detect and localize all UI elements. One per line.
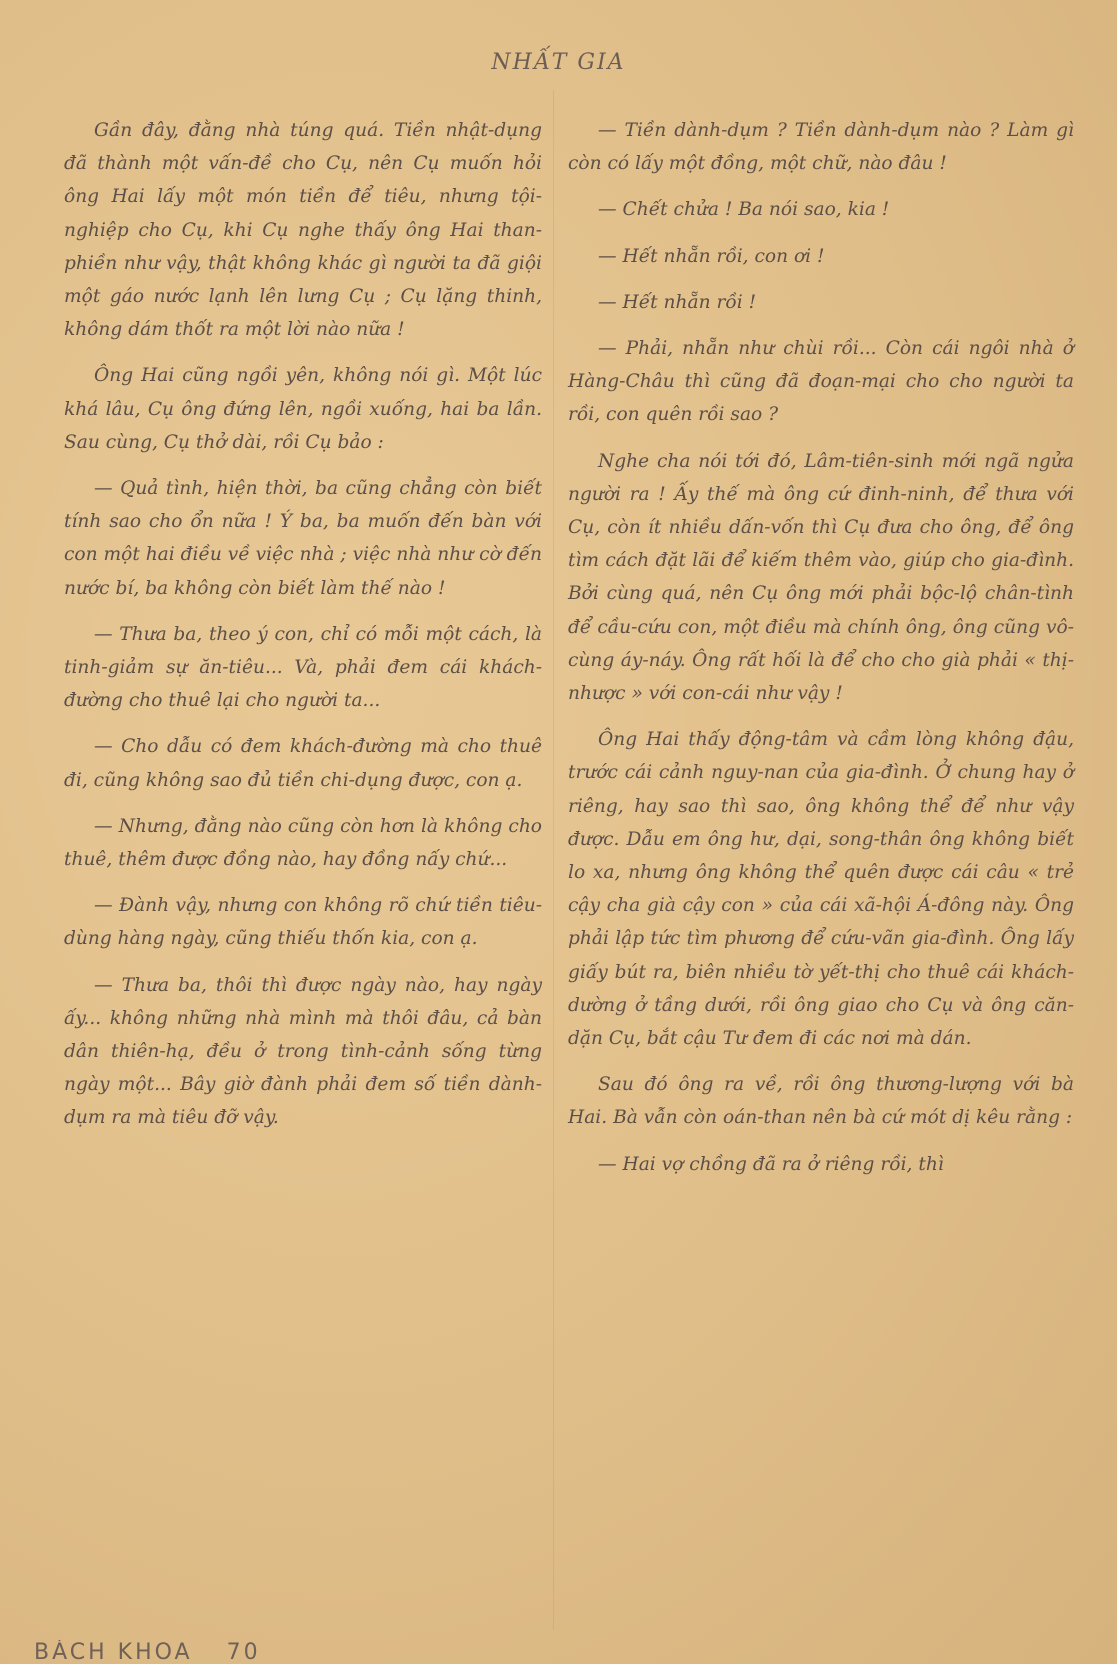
magazine-name: BÁCH KHOA xyxy=(34,1640,193,1664)
left-column xyxy=(64,114,542,1148)
right-column xyxy=(568,114,1074,1194)
dialogue-line: — Nhưng, đằng nào cũng còn hơn là không cho thuê, thêm được đồng nào, hay đồng nấy chứ... xyxy=(64,815,542,871)
dialogue-line: — Thưa ba, theo ý con, chỉ có mỗi một cách, là tinh-giảm sự ăn-tiêu... Và, phải đem cái khách-đường cho thuê lại cho người ta... xyxy=(64,623,542,712)
dialogue-line: — Phải, nhẵn như chùi rồi... Còn cái ngôi nhà ở Hàng-Châu thì cũng đã đoạn-mại cho cho người ta rồi, con quên rồi sao ? xyxy=(568,338,1074,426)
paragraph: Nghe cha nói tới đó, Lâm-tiên-sinh mới ngã ngửa người ra ! Ấy thế mà ông cứ đinh-ninh, để thưa với Cụ, còn ít nhiều dấn-vốn thì Cụ đưa cho ông, để ông tìm cách đặt lãi để kiếm thêm vào, giúp cho gia-đình. Bởi cùng quá, nên Cụ ông mới phải bộc-lộ chân-tình để cầu-cứu con, một điều mà chính ông, ông cũng vô-cùng áy-náy. Ông rất hối là để cho cho già phải « thị-nhược » với con-cái như vậy ! xyxy=(568,450,1074,705)
dialogue-line: — Đành vậy, nhưng con không rõ chứ tiền tiêu-dùng hàng ngày, cũng thiếu thốn kia, con ạ. xyxy=(64,895,542,950)
page-crease xyxy=(553,90,554,1630)
dialogue-line: — Hết nhẵn rồi ! xyxy=(598,291,757,313)
running-header: NHẤT GIA xyxy=(491,50,626,75)
dialogue-line: — Hết nhẵn rồi, con ơi ! xyxy=(598,245,825,267)
paragraph: Gần đây, đằng nhà túng quá. Tiền nhật-dụng đã thành một vấn-đề cho Cụ, nên Cụ muốn hỏi ông Hai lấy một món tiền để tiêu, nhưng tội-nghiệp cho Cụ, khi Cụ nghe thấy ông Hai than-phiền như vậy, thật không khác gì người ta đã giội một gáo nước lạnh lên lưng Cụ ; Cụ lặng thinh, không dám thốt ra một lời nào nữa ! xyxy=(64,120,542,341)
paragraph: Sau đó ông ra về, rồi ông thương-lượng với bà Hai. Bà vẫn còn oán-than nên bà cứ mót dị kêu rằng : xyxy=(568,1074,1074,1129)
dialogue-line: — Cho dẫu có đem khách-đường mà cho thuê đi, cũng không sao đủ tiền chi-dụng được, con ạ. xyxy=(64,736,542,791)
dialogue-line: — Chết chửa ! Ba nói sao, kia ! xyxy=(598,199,890,221)
dialogue-line: — Hai vợ chồng đã ra ở riêng rồi, thì xyxy=(598,1153,944,1175)
dialogue-line: — Tiền dành-dụm ? Tiền dành-dụm nào ? Làm gì còn có lấy một đồng, một chữ, nào đâu ! xyxy=(568,120,1074,175)
page-number: 70 xyxy=(226,1640,261,1664)
dialogue-line: — Quả tình, hiện thời, ba cũng chẳng còn biết tính sao cho ổn nữa ! Ý ba, ba muốn đến bàn với con một hai điều về việc nhà ; việc nhà như cờ đến nước bí, ba không còn biết làm thế nào ! xyxy=(64,478,542,599)
page-footer xyxy=(34,1640,261,1664)
paragraph: Ông Hai thấy động-tâm và cầm lòng không đậu, trước cái cảnh nguy-nan của gia-đình. Ở chung hay ở riêng, hay sao thì sao, ông không thể để như vậy được. Dẫu em ông hư, dại, song-thân ông không biết lo xa, nhưng ông không thể quên được cái câu « trẻ cậy cha già cậy con » của cái xã-hội Á-đông này. Ông phải lập tức tìm phương để cứu-vãn gia-đình. Ông lấy giấy bút ra, biên nhiều tờ yết-thị cho thuê cái khách-dường ở tầng dưới, rồi ông giao cho Cụ và ông căn-dặn Cụ, bắt cậu Tư đem đi các nơi mà dán. xyxy=(568,729,1074,1050)
paragraph: Ông Hai cũng ngồi yên, không nói gì. Một lúc khá lâu, Cụ ông đứng lên, ngồi xuống, hai ba lần. Sau cùng, Cụ thở dài, rồi Cụ bảo : xyxy=(64,365,542,453)
dialogue-line: — Thưa ba, thôi thì được ngày nào, hay ngày ấy... không những nhà mình mà thôi đâu, cả bàn dân thiên-hạ, đều ở trong tình-cảnh sống từng ngày một... Bây giờ đành phải đem số tiền dành-dụm ra mà tiêu đỡ vậy. xyxy=(64,974,542,1129)
